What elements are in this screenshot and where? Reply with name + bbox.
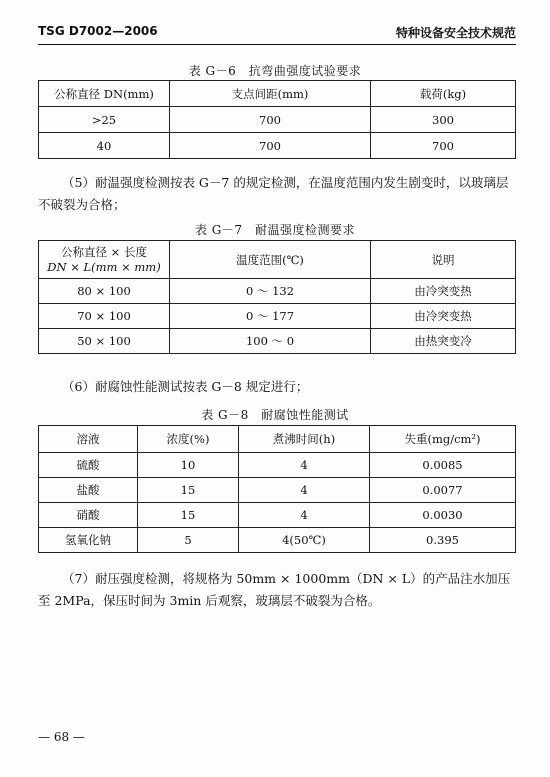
table-cell: 700 [170,133,371,159]
table-cell: 50 × 100 [39,329,170,354]
table-g7 [38,240,516,354]
table-cell: 5 [138,528,239,553]
table-cell: 700 [371,133,516,159]
table-cell: 由热突变冷 [371,329,516,354]
table-cell: 0.395 [370,528,516,553]
table-header-cell: 温度范围(℃) [170,241,371,279]
table-cell: 0 ～ 177 [170,304,371,329]
table-g6 [38,80,516,159]
table-row [39,107,516,133]
table-cell: 70 × 100 [39,304,170,329]
table-cell: 15 [138,478,239,503]
table-cell: 700 [170,107,371,133]
table-cell: >25 [39,107,170,133]
table-cell: 0.0077 [370,478,516,503]
running-header [38,24,516,45]
paragraph-6-text: （6）耐腐蚀性能测试按表 G－8 规定进行； [62,379,309,394]
table-cell: 40 [39,133,170,159]
table-cell: 4 [239,453,370,478]
table-cell: 4 [239,478,370,503]
table-header-cell: 溶液 [39,426,138,453]
table-g8 [38,425,516,553]
table-row [39,453,516,478]
table-cell: 100 ～ 0 [170,329,371,354]
paragraph-7 [38,568,516,612]
table-cell: 由冷突变热 [371,279,516,304]
paragraph-7-text: （7）耐压强度检测，将规格为 50mm × 1000mm（DN × L）的产品注水加压至 2MPa，保压时间为 3min 后观察，玻璃层不破裂为合格。 [38,571,511,608]
table-header-cell: 说明 [371,241,516,279]
table-row [39,528,516,553]
table-cell: 0.0030 [370,503,516,528]
table-cell: 由冷突变热 [371,304,516,329]
table-header-cell: 载荷(kg) [371,81,516,107]
table-header-cell: 煮沸时间(h) [239,426,370,453]
table-g6-caption: 表 G－6 抗弯曲强度试验要求 [188,64,362,78]
table-row [39,133,516,159]
table-cell: 盐酸 [39,478,138,503]
table-header-cell: 公称直径 DN(mm) [39,81,170,107]
table-header-cell: 支点间距(mm) [170,81,371,107]
table-cell: 0.0085 [370,453,516,478]
table-cell: 15 [138,503,239,528]
table-row [39,279,516,304]
table-cell: 4 [239,503,370,528]
table-g8-caption: 表 G－8 耐腐蚀性能测试 [201,408,349,422]
table-header-cell: 浓度(%) [138,426,239,453]
paragraph-5-text: （5）耐温强度检测按表 G－7 的规定检测，在温度范围内发生剧变时，以玻璃层不破裂为合格； [38,175,509,212]
paragraph-5 [38,172,516,216]
document-category: 特种设备安全技术规范 [395,26,516,40]
table-header-cell: 失重(mg/cm²) [370,426,516,453]
standard-code: TSG D7002—2006 [38,24,158,38]
table-cell: 10 [138,453,239,478]
paragraph-6 [38,376,516,398]
table-cell: 80 × 100 [39,279,170,304]
table-row [39,503,516,528]
header-line: DN × L(mm × mm) [47,259,161,274]
table-cell: 4(50℃) [239,528,370,553]
table-header-cell [39,241,170,279]
table-cell: 硫酸 [39,453,138,478]
table-row [39,304,516,329]
header-line: 公称直径 × 长度 [61,244,147,259]
page-number: — 68 — [38,730,85,744]
table-cell: 300 [371,107,516,133]
table-g7-caption: 表 G－7 耐温强度检测要求 [194,223,356,237]
table-cell: 硝酸 [39,503,138,528]
table-cell: 0 ～ 132 [170,279,371,304]
table-row [39,478,516,503]
table-row [39,329,516,354]
table-cell: 氢氧化钠 [39,528,138,553]
